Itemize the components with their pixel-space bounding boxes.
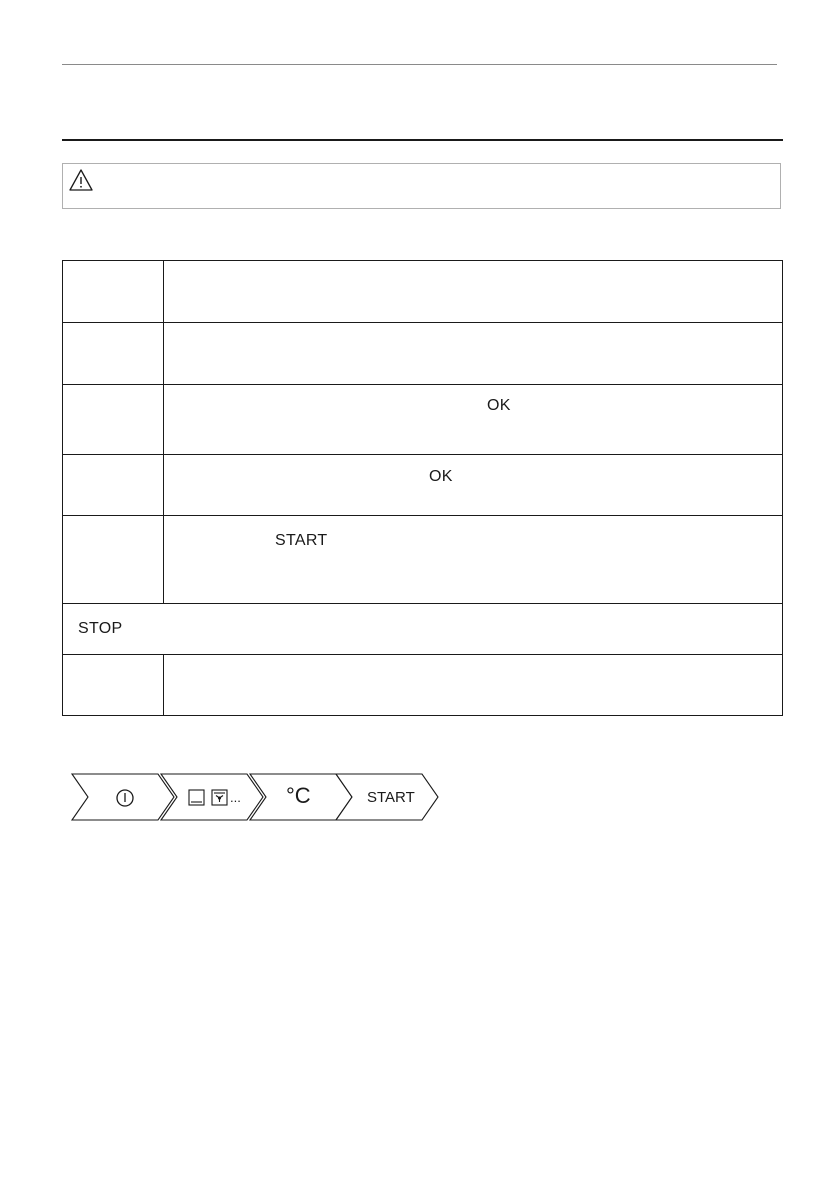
stop-cell	[63, 604, 783, 655]
description-cell	[164, 655, 783, 716]
step-cell	[63, 323, 164, 385]
table-row	[63, 261, 783, 323]
description-cell	[164, 455, 783, 516]
table-row	[63, 323, 783, 385]
steps-table	[62, 260, 783, 716]
ok-key-label: OK	[429, 468, 453, 485]
temperature-label: °C	[286, 783, 311, 808]
step-cell	[63, 261, 164, 323]
start-label: START	[367, 789, 415, 806]
quick-start-flow	[70, 772, 440, 824]
stop-key-label: STOP	[78, 620, 123, 637]
description-cell	[164, 516, 783, 604]
warning-box	[62, 163, 781, 209]
table-row	[63, 516, 783, 604]
table-row	[63, 604, 783, 655]
description-cell	[164, 261, 783, 323]
more-functions-ellipsis: ...	[230, 790, 241, 805]
step-cell	[63, 385, 164, 455]
warning-triangle-icon	[68, 168, 94, 192]
table-row	[63, 455, 783, 516]
header-rule	[62, 64, 777, 65]
section-rule	[62, 139, 783, 141]
description-cell	[164, 323, 783, 385]
ok-key-label: OK	[487, 397, 511, 414]
table-row	[63, 385, 783, 455]
start-key-label: START	[275, 532, 328, 549]
step-cell	[63, 655, 164, 716]
step-cell	[63, 455, 164, 516]
flow-chevron-1	[72, 774, 174, 820]
step-cell	[63, 516, 164, 604]
table-row	[63, 655, 783, 716]
description-cell	[164, 385, 783, 455]
